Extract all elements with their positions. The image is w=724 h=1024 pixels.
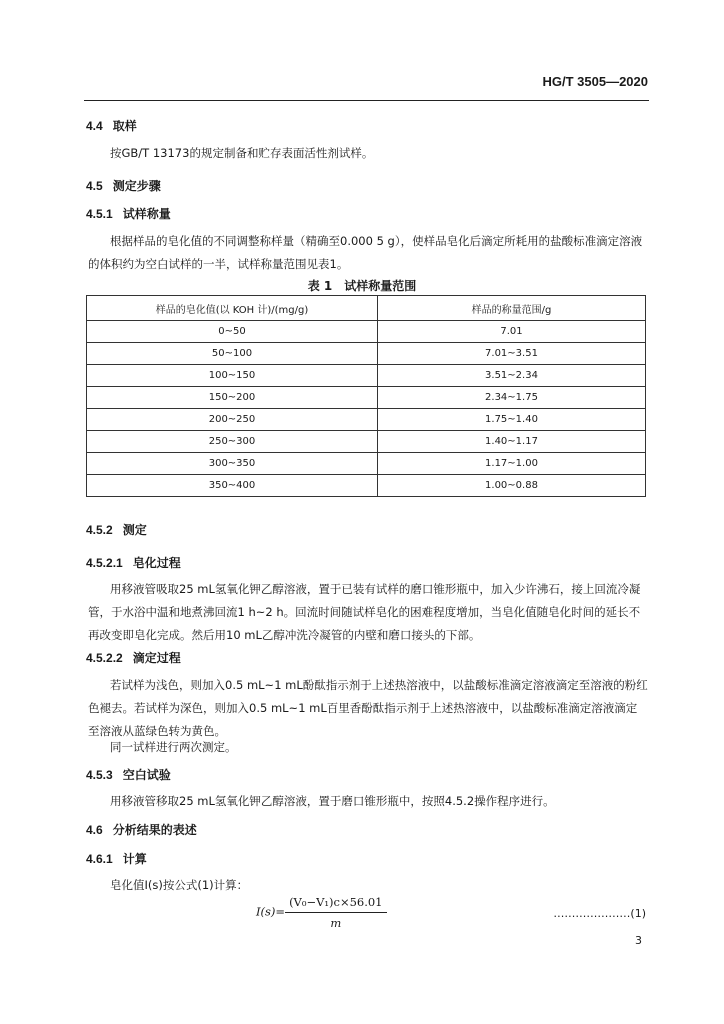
sample-weight-table bbox=[86, 295, 646, 497]
table-cell: 50~100 bbox=[87, 343, 378, 365]
table-cell: 7.01 bbox=[378, 321, 646, 343]
table-cell: 1.75~1.40 bbox=[378, 409, 646, 431]
section-4-5-3-body: 用移液管移取25 mL氢氧化钾乙醇溶液，置于磨口锥形瓶中，按照4.5.2操作程序进行。 bbox=[110, 794, 555, 808]
section-number: 4.4 bbox=[86, 119, 103, 133]
standard-code: HG/T 3505—2020 bbox=[542, 74, 648, 89]
section-number: 4.5.2 bbox=[86, 523, 113, 537]
table-cell: 1.17~1.00 bbox=[378, 453, 646, 475]
section-4-5-2-2-body: 若试样为浅色，则加入0.5 mL~1 mL酚酞指示剂于上述热溶液中，以盐酸标准滴定溶液滴定至溶液的粉红色褪去。若试样为深色，则加入0.5 mL~1 mL百里香酚酞指示剂于上述热溶液中，以盐酸标准滴定溶液滴定至溶液从蓝绿色转为黄色。 bbox=[88, 678, 648, 738]
equation-number: …………………(1) bbox=[553, 907, 646, 920]
table-row bbox=[87, 409, 646, 431]
table-cell: 250~300 bbox=[87, 431, 378, 453]
section-number: 4.5.2.2 bbox=[86, 651, 123, 665]
table-header-row bbox=[87, 296, 646, 321]
section-title: 皂化过程 bbox=[132, 556, 181, 570]
section-4-5-heading bbox=[86, 177, 161, 194]
formula-fraction bbox=[285, 895, 386, 930]
section-4-5-2-2-note: 同一试样进行两次测定。 bbox=[110, 740, 237, 754]
table-row bbox=[87, 343, 646, 365]
header-weight-range: 样品的称量范围/g bbox=[378, 296, 646, 321]
section-4-5-1-body: 根据样品的皂化值的不同调整称样量（精确至0.000 5 g），使样品皂化后滴定所耗用的盐酸标准滴定溶液的体积约为空白试样的一半，试样称量范围见表1。 bbox=[88, 234, 643, 271]
table-row bbox=[87, 431, 646, 453]
section-4-6-1-body: 皂化值I(s)按公式(1)计算： bbox=[110, 878, 249, 892]
section-title: 分析结果的表述 bbox=[112, 823, 197, 837]
table-cell: 150~200 bbox=[87, 387, 378, 409]
table-cell: 100~150 bbox=[87, 365, 378, 387]
section-number: 4.6 bbox=[86, 823, 103, 837]
section-title: 计算 bbox=[122, 852, 147, 866]
section-title: 取样 bbox=[112, 119, 137, 133]
table-row bbox=[87, 453, 646, 475]
section-title: 空白试验 bbox=[122, 768, 171, 782]
table-number: 表 1 bbox=[307, 279, 333, 293]
section-4-5-2-1-body: 用移液管吸取25 mL氢氧化钾乙醇溶液，置于已装有试样的磨口锥形瓶中，加入少许沸石，接上回流冷凝管，于水浴中温和地煮沸回流1 h~2 h。回流时间随试样皂化的困难程度增加，当皂化值随皂化时间的延长不再改变即皂化完成。然后用10 mL乙醇冲洗冷凝管的内壁和磨口接头的下部。 bbox=[88, 582, 641, 642]
table-cell: 200~250 bbox=[87, 409, 378, 431]
section-number: 4.6.1 bbox=[86, 852, 113, 866]
section-4-4-body: 按GB/T 13173的规定制备和贮存表面活性剂试样。 bbox=[110, 146, 374, 160]
formula-lhs: I(s)= bbox=[256, 904, 286, 919]
formula-numerator: (V₀−V₁)c×56.01 bbox=[285, 895, 386, 913]
section-4-5-2-1-heading bbox=[86, 554, 181, 571]
header-saponification-value: 样品的皂化值(以 KOH 计)/(mg/g) bbox=[87, 296, 378, 321]
table-row bbox=[87, 475, 646, 497]
section-title: 测定步骤 bbox=[112, 179, 161, 193]
section-4-6-1-heading bbox=[86, 850, 147, 867]
header-rule bbox=[84, 100, 649, 101]
table-cell: 300~350 bbox=[87, 453, 378, 475]
page-number: 3 bbox=[635, 934, 642, 947]
section-4-5-2-heading bbox=[86, 521, 147, 538]
section-number: 4.5 bbox=[86, 179, 103, 193]
formula-denominator: m bbox=[330, 916, 342, 930]
table-cell: 0~50 bbox=[87, 321, 378, 343]
saponification-formula bbox=[256, 895, 387, 930]
table-caption bbox=[0, 277, 724, 294]
table-cell: 1.40~1.17 bbox=[378, 431, 646, 453]
section-number: 4.5.3 bbox=[86, 768, 113, 782]
table-row bbox=[87, 321, 646, 343]
section-number: 4.5.2.1 bbox=[86, 556, 123, 570]
section-title: 试样称量 bbox=[122, 207, 171, 221]
section-title: 滴定过程 bbox=[132, 651, 181, 665]
table-cell: 350~400 bbox=[87, 475, 378, 497]
section-4-5-1-heading bbox=[86, 205, 171, 222]
table-cell: 2.34~1.75 bbox=[378, 387, 646, 409]
table-row bbox=[87, 387, 646, 409]
table-title: 试样称量范围 bbox=[344, 279, 417, 293]
section-4-5-2-2-heading bbox=[86, 649, 181, 666]
table-cell: 7.01~3.51 bbox=[378, 343, 646, 365]
section-title: 测定 bbox=[122, 523, 147, 537]
section-number: 4.5.1 bbox=[86, 207, 113, 221]
section-4-6-heading bbox=[86, 821, 197, 838]
section-4-5-3-heading bbox=[86, 766, 171, 783]
table-cell: 3.51~2.34 bbox=[378, 365, 646, 387]
section-4-4-heading bbox=[86, 117, 137, 134]
table-row bbox=[87, 365, 646, 387]
table-cell: 1.00~0.88 bbox=[378, 475, 646, 497]
